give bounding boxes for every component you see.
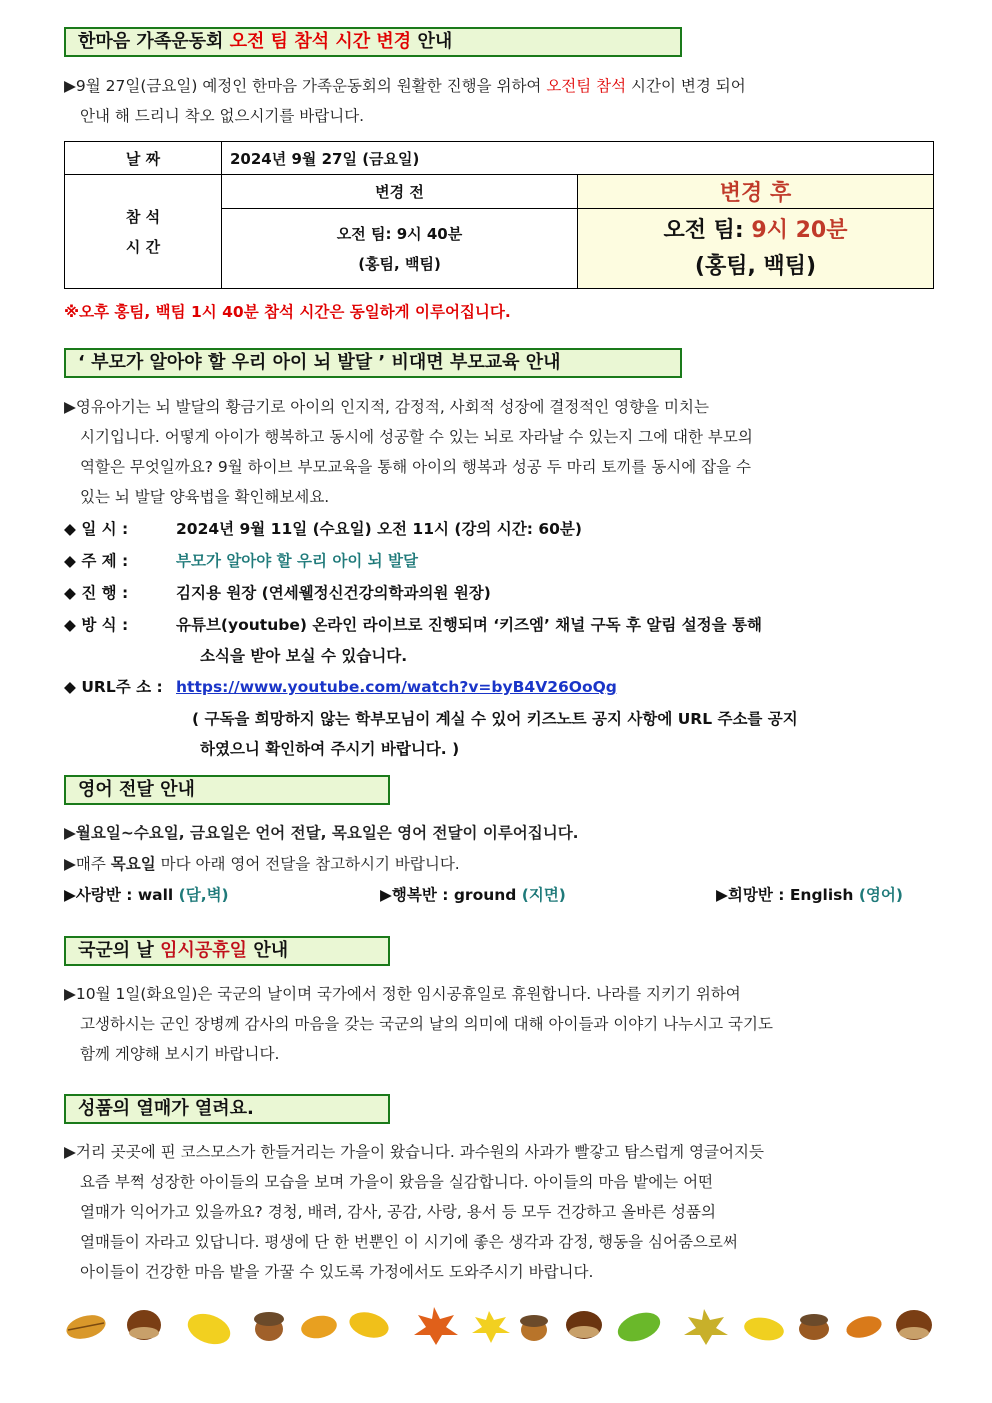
acorn-icon	[520, 1315, 548, 1341]
info-item-method	[64, 610, 762, 640]
item-label: ◆ 일 시 :	[64, 520, 129, 538]
time-label-line: 참 석	[125, 207, 161, 226]
text: 열매들이 자라고 있답니다. 평생에 단 한 번뿐인 이 시기에 좋은 생각과 감정, 행동을 심어줌으로써	[80, 1233, 738, 1251]
class-word: (영어)	[858, 886, 903, 904]
item-value-cont: 소식을 받아 보실 수 있습니다.	[200, 647, 408, 665]
item-value: 부모가 알아야 할 우리 아이 뇌 발달	[176, 552, 419, 570]
leaf-icon	[64, 1311, 108, 1343]
text: ▶매주	[64, 855, 111, 873]
acorn-icon	[254, 1312, 284, 1341]
chestnut-icon	[127, 1310, 161, 1340]
before-line: 오전 팀: 9시 40분	[336, 224, 463, 243]
youtube-link[interactable]: https://www.youtube.com/watch?v=byB4V26OoQg	[176, 678, 617, 696]
item-value: 유튜브(youtube) 온라인 라이브로 진행되며 ‘키즈엠’ 채널 구독 후 알림 설정을 통해	[176, 616, 762, 634]
section-header-character: 성품의 열매가 열려요.	[64, 1094, 390, 1124]
class-sarang	[64, 880, 229, 910]
text: 요즘 부쩍 성장한 아이들의 모습을 보며 가을이 왔음을 실감합니다. 아이들의 마음 밭에는 어떤	[80, 1173, 714, 1191]
paragraph	[64, 849, 932, 879]
item-label: ◆ 진 행 :	[64, 584, 129, 602]
class-label: ▶사랑반 : wall	[64, 886, 179, 904]
url-note: ( 구독을 희망하지 않는 학부모님이 계실 수 있어 키즈노트 공지 사항에 URL 주소를 공지	[192, 710, 798, 728]
header-highlight: 임시공휴일	[160, 940, 248, 961]
header-text: 안내	[247, 940, 289, 961]
paragraph	[64, 71, 932, 131]
autumn-leaves-border	[64, 1305, 936, 1345]
before-line: (홍팀, 백팀)	[358, 254, 441, 273]
url-note: 하였으니 확인하여 주시기 바랍니다. )	[200, 740, 460, 758]
section-header-sports-day	[64, 27, 682, 57]
date-label: 날 짜	[65, 142, 222, 175]
text: ▶9월 27일(금요일) 예정인 한마음 가족운동회의 원활한 진행을 위하여	[64, 77, 547, 95]
info-item-host	[64, 578, 491, 608]
info-item-url	[64, 672, 617, 702]
text: 시기입니다. 어떻게 아이가 행복하고 동시에 성공할 수 있는 뇌로 자라날 수 있는지 그에 대한 부모의	[80, 428, 753, 446]
time-label	[65, 175, 222, 289]
date-value: 2024년 9월 27일 (금요일)	[222, 142, 934, 175]
header-text: 안내	[411, 31, 453, 52]
text: ▶10월 1일(화요일)은 국군의 날이며 국가에서 정한 임시공휴일로 휴원합니다. 나라를 지키기 위하여	[64, 985, 741, 1003]
class-haengbok	[380, 880, 566, 910]
leaf-icon	[299, 1313, 338, 1341]
schedule-change-table	[64, 141, 934, 289]
class-label: ▶행복반 : ground	[380, 886, 522, 904]
class-huimang	[716, 880, 903, 910]
highlight-text: 오전팀 참석	[546, 77, 627, 95]
chestnut-icon	[566, 1311, 602, 1339]
item-label: ◆ 주 제 :	[64, 552, 129, 570]
text: 안내 해 드리니 착오 없으시기를 바랍니다.	[80, 107, 365, 125]
item-value: 김지용 원장 (연세웰정신건강의학과의원 원장)	[176, 584, 491, 602]
leaf-icon	[742, 1315, 785, 1344]
text: ▶거리 곳곳에 핀 코스모스가 한들거리는 가을이 왔습니다. 과수원의 사과가 빨갛고 탐스럽게 영글어지듯	[64, 1143, 764, 1161]
text: 마다 아래 영어 전달을 참고하시기 바랍니다.	[155, 855, 460, 873]
after-line: (홍팀, 백팀)	[694, 253, 817, 279]
leaf-icon	[347, 1308, 392, 1342]
info-item-date	[64, 514, 582, 544]
paragraph	[64, 979, 932, 1069]
paragraph	[64, 392, 932, 512]
maple-leaf-icon	[684, 1309, 728, 1345]
leaf-icon	[614, 1307, 664, 1345]
after-header: 변경 후	[578, 175, 934, 209]
section-header-armed-forces-day	[64, 936, 390, 966]
header-text: 국군의 날	[78, 940, 161, 961]
text: 있는 뇌 발달 양육법을 확인해보세요.	[80, 488, 330, 506]
maple-leaf-icon	[414, 1307, 458, 1345]
text: 아이들이 건강한 마음 밭을 가꿀 수 있도록 가정에서도 도와주시기 바랍니다.	[80, 1263, 594, 1281]
leaf-icon	[844, 1313, 884, 1342]
after-value	[578, 209, 934, 289]
maple-leaf-icon	[472, 1311, 510, 1343]
paragraph: ▶월요일~수요일, 금요일은 언어 전달, 목요일은 영어 전달이 이루어집니다.	[64, 824, 579, 842]
text: 함께 게양해 보시기 바랍니다.	[80, 1045, 280, 1063]
acorn-icon	[799, 1314, 829, 1340]
before-header: 변경 전	[222, 175, 578, 209]
before-value	[222, 209, 578, 289]
info-item-topic	[64, 546, 418, 576]
text: 시간이 변경 되어	[626, 77, 746, 95]
after-time: 9시 20분	[751, 217, 848, 243]
section-header-parent-education: ‘ 부모가 알아야 할 우리 아이 뇌 발달 ’ 비대면 부모교육 안내	[64, 348, 682, 378]
chestnut-icon	[896, 1310, 932, 1340]
item-label: ◆ 방 식 :	[64, 616, 129, 634]
bold-text: 목요일	[110, 855, 156, 873]
text: 역할은 무엇일까요? 9월 하이브 부모교육을 통해 아이의 행복과 성공 두 마리 토끼를 동시에 잡을 수	[80, 458, 752, 476]
note-text: ※오후 홍팀, 백팀 1시 40분 참석 시간은 동일하게 이루어집니다.	[64, 303, 511, 321]
after-line	[578, 213, 933, 249]
item-label: ◆ URL주 소 :	[64, 678, 163, 696]
header-highlight: 오전 팀 참석 시간 변경	[229, 31, 412, 52]
time-label-line: 시 간	[125, 237, 161, 256]
leaf-icon	[184, 1308, 235, 1345]
text: 고생하시는 군인 장병께 감사의 마음을 갖는 국군의 날의 의미에 대해 아이들과 이야기 나누시고 국기도	[80, 1015, 773, 1033]
section-header-english: 영어 전달 안내	[64, 775, 390, 805]
paragraph	[64, 1137, 932, 1287]
after-text: 오전 팀:	[663, 217, 752, 243]
text: 열매가 익어가고 있을까요? 경청, 배려, 감사, 공감, 사랑, 용서 등 모두 건강하고 올바른 성품의	[80, 1203, 716, 1221]
item-value: 2024년 9월 11일 (수요일) 오전 11시 (강의 시간: 60분)	[176, 520, 582, 538]
header-text: 한마음 가족운동회	[78, 31, 230, 52]
text: ▶영유아기는 뇌 발달의 황금기로 아이의 인지적, 감정적, 사회적 성장에 결정적인 영향을 미치는	[64, 398, 709, 416]
class-label: ▶희망반 : English	[716, 886, 859, 904]
class-word: (지면)	[521, 886, 566, 904]
class-word: (담,벽)	[178, 886, 229, 904]
